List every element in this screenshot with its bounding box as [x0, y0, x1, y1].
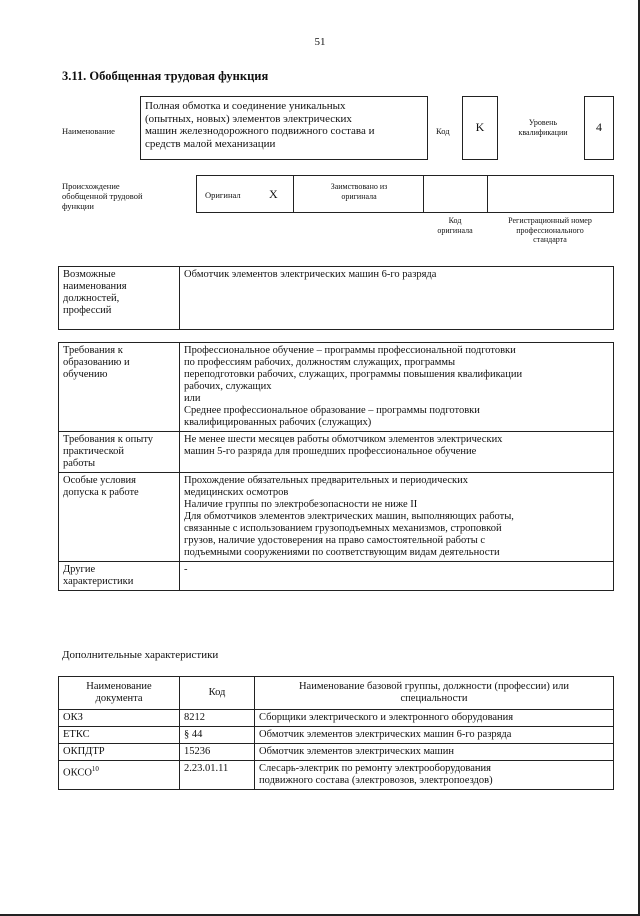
positions-value: Обмотчик элементов электрических машин 6-го разряда [180, 267, 614, 330]
text-line: медицинских осмотров [184, 487, 289, 498]
text-line: подъемными сооружениями по соответствующим видам деятельности [184, 547, 500, 558]
positions-row [59, 267, 614, 330]
positions-label [59, 267, 180, 330]
additional-title: Дополнительные характеристики [62, 649, 219, 661]
requirement-row [59, 432, 614, 473]
level-value: 4 [596, 120, 602, 134]
text-line: Требования к опыту [63, 434, 154, 445]
code-value: K [475, 120, 485, 134]
requirements-table [58, 342, 614, 591]
text-line: Слесарь-электрик по ремонту электрооборудования [259, 763, 491, 774]
name-cell [255, 727, 614, 744]
header-code: Код [180, 677, 255, 710]
text-line: квалифицированных рабочих (служащих) [184, 417, 372, 428]
text-line: машин железнодорожного подвижного состава и [145, 125, 375, 137]
text-line: характеристики [63, 576, 134, 587]
text-line: обучению [63, 369, 108, 380]
reg-number-label [488, 216, 612, 245]
text-line: профессионального [516, 225, 584, 235]
requirement-label [59, 562, 180, 591]
text-line: Наименование базовой группы, должности (профессии) или [298, 681, 570, 692]
text-line: Обмотчик элементов электрических машин 6-го разряда [259, 729, 512, 740]
code-cell: 2.23.01.11 [180, 761, 255, 790]
text-line: допуска к работе [63, 487, 139, 498]
requirement-value [180, 473, 614, 562]
additional-row [59, 727, 614, 744]
borrowed-label [297, 182, 421, 201]
level-value-box [584, 96, 614, 160]
text-line: профессий [63, 305, 112, 316]
text-line: наименования [63, 281, 127, 292]
requirement-row [59, 343, 614, 432]
section-title: 3.11. Обобщенная трудовая функция [62, 69, 269, 83]
text-line: практической [63, 446, 125, 457]
text-line: Другие [63, 564, 96, 575]
additional-row [59, 761, 614, 790]
additional-row [59, 710, 614, 727]
positions-table [58, 266, 614, 330]
name-label: Наименование [62, 126, 115, 136]
text-line: функции [62, 201, 94, 211]
code-original-label [424, 216, 486, 235]
text-line: (опытных, новых) элементов электрических [145, 112, 352, 125]
text-line: должностей, [63, 293, 120, 304]
name-value [145, 100, 425, 150]
text-line: обобщенной трудовой [62, 191, 143, 201]
text-line: Обмотчик элементов электрических машин [259, 746, 454, 757]
text-line: Возможные [63, 269, 116, 280]
level-label [505, 118, 581, 137]
requirement-row [59, 473, 614, 562]
text-line: оригинала [341, 191, 377, 201]
text-line: Полная обмотка и соединение уникальных [145, 100, 346, 112]
origin-divider-3 [487, 176, 488, 212]
doc-cell: ОКЗ [59, 710, 180, 727]
text-line: средств малой механизации [145, 137, 276, 150]
text-line: - [184, 564, 188, 575]
name-cell [255, 744, 614, 761]
text-line: Сборщики электрического и электронного оборудования [259, 712, 514, 723]
text-line: квалификации [518, 127, 568, 137]
requirement-row [59, 562, 614, 591]
requirement-label [59, 473, 180, 562]
text-line: документа [95, 693, 143, 704]
text-line: Заимствовано из [330, 182, 388, 191]
text-line: Профессиональное обучение – программы профессиональной подготовки [184, 345, 516, 356]
name-cell [255, 761, 614, 790]
additional-row [59, 744, 614, 761]
footnote-ref: 10 [91, 765, 99, 773]
text-line: образованию и [63, 357, 130, 368]
text-line: рабочих, служащих [184, 381, 272, 392]
text-line: связанные с использованием грузоподъемных механизмов, строповкой [184, 523, 502, 534]
additional-header-row [59, 677, 614, 710]
code-label: Код [436, 126, 450, 136]
requirement-value [180, 432, 614, 473]
text-line: Происхождение [62, 181, 120, 191]
text-line: переподготовки рабочих, служащих, программы повышения квалификации [184, 369, 523, 380]
doc-cell: ОКПДТР [59, 744, 180, 761]
text-line: по профессиям рабочих, должностям служащих, программы [184, 357, 456, 368]
code-value-box [462, 96, 498, 160]
text-line: подвижного состава (электровозов, электропоездов) [259, 775, 493, 786]
code-cell: § 44 [180, 727, 255, 744]
requirement-label [59, 343, 180, 432]
text-line: Прохождение обязательных предварительных и периодических [184, 475, 469, 486]
text-line: Код [448, 216, 462, 225]
requirement-label [59, 432, 180, 473]
origin-box [196, 175, 614, 213]
code-cell: 8212 [180, 710, 255, 727]
text-line: машин 5-го разряда для прошедших профессиональное обучение [184, 446, 477, 457]
original-mark: X [269, 187, 278, 201]
text-line: Особые условия [63, 475, 136, 486]
text-line: Регистрационный номер [508, 216, 592, 225]
page-number: 51 [314, 36, 326, 48]
original-label: Оригинал [205, 190, 241, 200]
name-value-box [140, 96, 428, 160]
text-line: Наличие группы по электробезопасности не ниже II [184, 499, 418, 510]
header-name [255, 677, 614, 710]
header-doc [59, 677, 180, 710]
requirement-value [180, 343, 614, 432]
name-cell [255, 710, 614, 727]
text-line: Наименование [86, 681, 152, 692]
origin-divider-2 [423, 176, 424, 212]
text-line: работы [63, 458, 96, 469]
text-line: Для обмотчиков элементов электрических машин, выполняющих работы, [184, 511, 514, 522]
code-cell: 15236 [180, 744, 255, 761]
additional-table [58, 676, 614, 790]
text-line: стандарта [533, 235, 567, 244]
text-line: Не менее шести месяцев работы обмотчиком элементов электрических [184, 434, 503, 445]
origin-divider-1 [293, 176, 294, 212]
text-line: Требования к [63, 345, 123, 356]
text-line: грузов, наличие удостоверения на право самостоятельной работы с [184, 535, 486, 546]
text-line: Уровень [528, 118, 558, 127]
text-line: оригинала [437, 225, 473, 235]
text-line: специальности [400, 693, 468, 704]
text-line: или [184, 393, 201, 404]
doc-cell: ОКСО$^{10}$ [59, 761, 180, 790]
text-line: Среднее профессиональное образование – программы подготовки [184, 405, 480, 416]
origin-label [62, 181, 143, 211]
doc-cell: ЕТКС [59, 727, 180, 744]
requirement-value [180, 562, 614, 591]
